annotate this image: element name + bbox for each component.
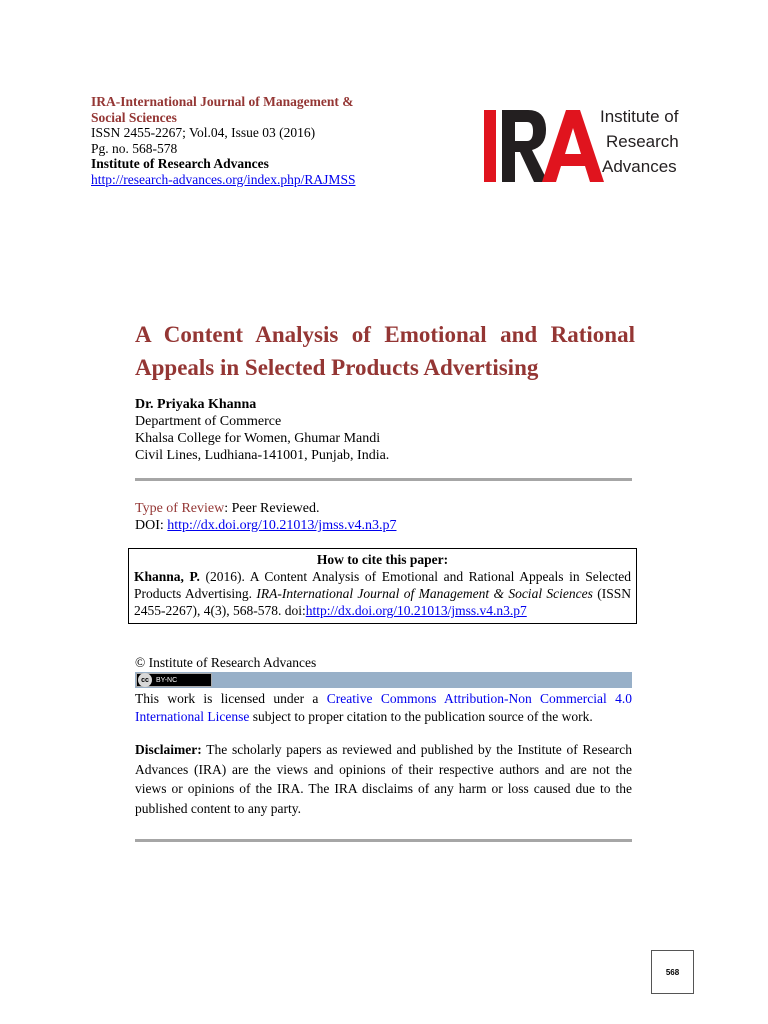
disclaimer-label: Disclaimer: bbox=[135, 742, 202, 757]
page-number: 568 bbox=[651, 950, 694, 994]
review-block bbox=[135, 500, 396, 534]
logo-letter-r bbox=[502, 110, 548, 182]
logo-letter-a bbox=[542, 110, 604, 182]
cc-by-nc-badge[interactable] bbox=[136, 673, 212, 687]
journal-title: IRA-International Journal of Management & Social Sciences bbox=[91, 94, 354, 125]
license-text2: subject to proper citation to the publication source of the work. bbox=[249, 709, 593, 724]
license-link[interactable]: Creative Commons Attribution-Non Commercial 4.0 International License bbox=[135, 691, 632, 724]
citation-text2: (ISSN 2455-2267), 4(3), 568-578. doi: bbox=[134, 586, 632, 618]
cc-icon: cc bbox=[138, 673, 152, 687]
citation-box bbox=[128, 548, 637, 624]
review-type-value: : Peer Reviewed. bbox=[224, 501, 320, 516]
affiliation-line: Khalsa College for Women, Ghumar Mandi bbox=[135, 431, 381, 446]
author-block bbox=[135, 396, 389, 464]
affiliation-line: Civil Lines, Ludhiana-141001, Punjab, India. bbox=[135, 448, 390, 463]
journal-url-link[interactable]: http://research-advances.org/index.php/RAJMSS bbox=[91, 171, 356, 187]
doi-label: DOI: bbox=[135, 518, 168, 533]
logo-line2: Research bbox=[606, 132, 679, 151]
ira-logo bbox=[482, 104, 702, 196]
article-title: A Content Analysis of Emotional and Rational Appeals in Selected Products Advertising bbox=[135, 322, 635, 380]
divider-top bbox=[135, 478, 632, 481]
logo-line3: Advances bbox=[602, 157, 677, 176]
license-statement bbox=[135, 690, 632, 726]
review-type-label: Type of Review bbox=[135, 501, 225, 516]
disclaimer-text: The scholarly papers as reviewed and published by the Institute of Research Advances (IRA) are the views and opinions of their respective authors and are not the views or opinions of the IRA. The IRA disclaims of any harm or loss caused due to the published content to any party. bbox=[135, 742, 632, 816]
author-name: Dr. Priyaka Khanna bbox=[135, 397, 257, 412]
divider-bottom bbox=[135, 839, 632, 842]
journal-header bbox=[91, 94, 381, 187]
citation-text1: (2016). A Content Analysis of Emotional and Rational Appeals in Selected Products Advertising. bbox=[134, 569, 631, 601]
citation-doi-link[interactable]: http://dx.doi.org/10.21013/jmss.v4.n3.p7 bbox=[305, 603, 527, 618]
citation-author: Khanna, P. bbox=[134, 569, 200, 584]
doi-link[interactable]: http://dx.doi.org/10.21013/jmss.v4.n3.p7 bbox=[167, 518, 397, 533]
cc-license-bar bbox=[135, 672, 632, 688]
disclaimer bbox=[135, 740, 632, 818]
copyright-text: © Institute of Research Advances bbox=[135, 655, 317, 670]
cc-badge-text: BY-NC bbox=[156, 676, 178, 684]
logo-line1: Institute of bbox=[600, 107, 679, 126]
citation-heading: How to cite this paper: bbox=[316, 552, 449, 567]
logo-bar-i bbox=[484, 110, 496, 182]
journal-pages: Pg. no. 568-578 bbox=[91, 140, 178, 156]
journal-issn: ISSN 2455-2267; Vol.04, Issue 03 (2016) bbox=[91, 125, 316, 140]
license-text1: This work is licensed under a bbox=[135, 691, 327, 706]
affiliation-line: Department of Commerce bbox=[135, 414, 282, 429]
citation-journal: IRA-International Journal of Management & Social Sciences bbox=[256, 586, 593, 601]
journal-publisher: Institute of Research Advances bbox=[91, 156, 269, 171]
citation-text bbox=[134, 568, 631, 619]
